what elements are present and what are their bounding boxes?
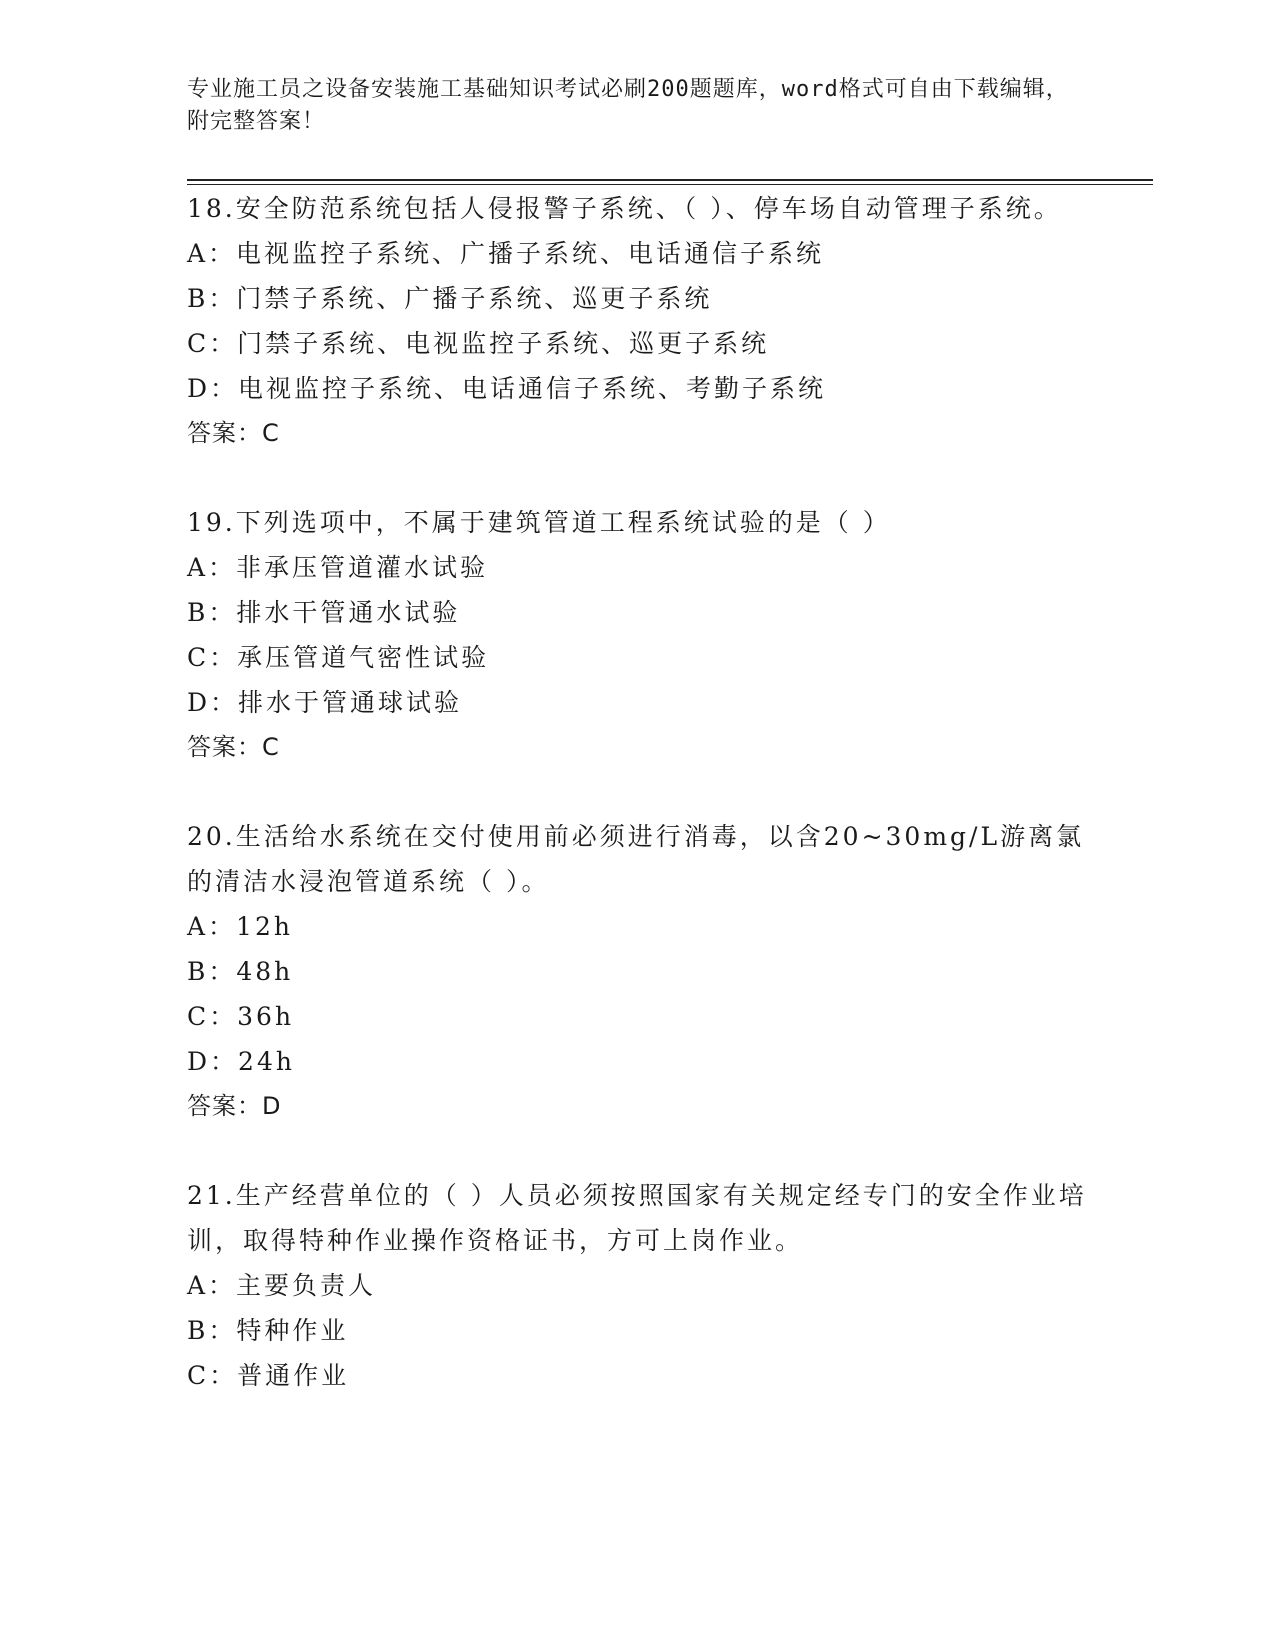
option-b: B：排水干管通水试验 bbox=[187, 598, 461, 627]
question-text: 20.生活给水系统在交付使用前必须进行消毒，以含20~30mg/L游离氯的清洁水浸泡管道系统（ ）。 bbox=[187, 822, 1085, 896]
option-d: D：电视监控子系统、电话通信子系统、考勤子系统 bbox=[187, 374, 827, 403]
question-text: 21.生产经营单位的（ ）人员必须按照国家有关规定经专门的安全作业培训，取得特种作业操作资格证书，方可上岗作业。 bbox=[187, 1181, 1087, 1255]
option-a: A：主要负责人 bbox=[187, 1271, 377, 1300]
question-text: 18.安全防范系统包括人侵报警子系统、（ ）、停车场自动管理子系统。 bbox=[187, 194, 1062, 223]
answer: 答案：D bbox=[187, 1092, 282, 1120]
option-c: C：承压管道气密性试验 bbox=[187, 643, 490, 672]
option-d: D：排水于管通球试验 bbox=[187, 688, 463, 717]
question-text: 19.下列选项中，不属于建筑管道工程系统试验的是（ ） bbox=[187, 508, 891, 537]
option-c: C：36h bbox=[187, 1002, 295, 1031]
option-b: B：门禁子系统、广播子系统、巡更子系统 bbox=[187, 284, 713, 313]
option-b: B：特种作业 bbox=[187, 1316, 349, 1345]
option-c: C：门禁子系统、电视监控子系统、巡更子系统 bbox=[187, 329, 770, 358]
question-list bbox=[187, 186, 1087, 1442]
answer: 答案：C bbox=[187, 733, 280, 761]
option-d: D：24h bbox=[187, 1047, 295, 1076]
header-rule-bottom bbox=[187, 184, 1153, 185]
option-a: A：电视监控子系统、广播子系统、电话通信子系统 bbox=[187, 239, 825, 268]
question-21 bbox=[187, 1173, 1087, 1398]
header-title: 专业施工员之设备安装施工基础知识考试必刷200题题库，word格式可自由下载编辑，附完整答案！ bbox=[187, 77, 1069, 134]
option-c: C：普通作业 bbox=[187, 1361, 350, 1390]
header-rule-top bbox=[187, 179, 1153, 181]
option-a: A：非承压管道灌水试验 bbox=[187, 553, 489, 582]
option-a: A：12h bbox=[187, 912, 293, 941]
document-header bbox=[187, 74, 1087, 138]
option-b: B：48h bbox=[187, 957, 294, 986]
question-19 bbox=[187, 500, 1087, 770]
question-20 bbox=[187, 814, 1087, 1129]
question-18 bbox=[187, 186, 1087, 456]
answer: 答案：C bbox=[187, 419, 280, 447]
